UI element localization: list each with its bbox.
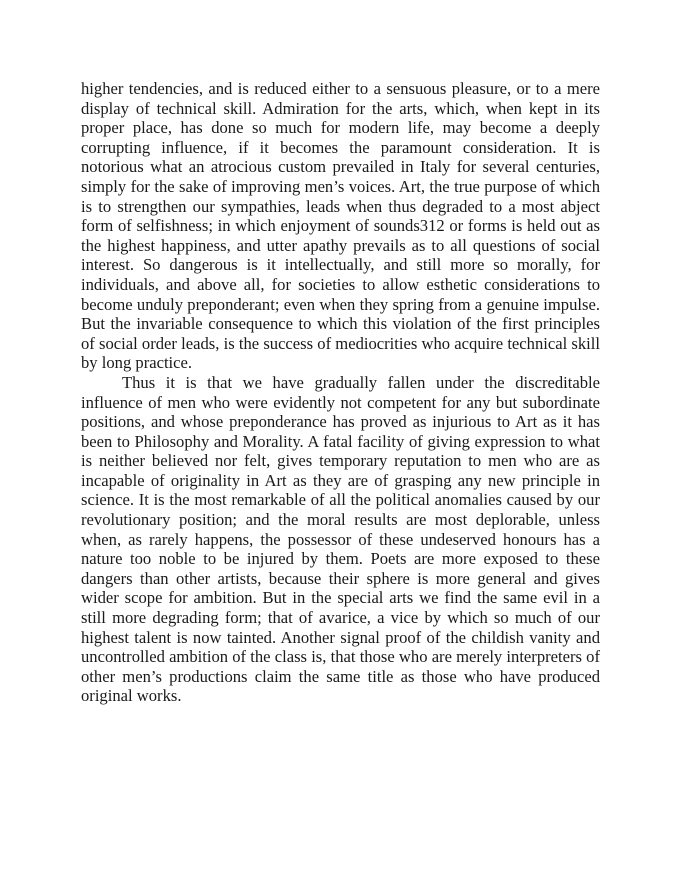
paragraph-1: higher tendencies, and is reduced either to a sensuous pleasure, or to a mere display of technical skill. Admiration for the arts, which, when kept in its proper place, has done so much for modern life, may become a deeply corrupting influence, if it becomes the paramount consideration. It is notorious what an atrocious custom prevailed in Italy for several centuries, simply for the sake of improving men’s voices. Art, the true purpose of which is to strengthen our sympathies, leads when thus degraded to a most abject form of selfishness; in which enjoyment of sounds312 or forms is held out as the highest happiness, and utter apathy prevails as to all questions of social interest. So dangerous is it intellectually, and still more so morally, for individuals, and above all, for societies to allow esthetic considerations to become unduly preponderant; even when they spring from a genuine impulse. But the invariable consequence to which this violation of the first principles of social order leads, is the success of mediocrities who acquire technical skill by long practice. (81, 79, 600, 373)
body-text (81, 79, 600, 706)
paragraph-2: Thus it is that we have gradually fallen under the discreditable influence of men who were evidently not competent for any but subordinate positions, and whose preponderance has proved as injurious to Art as it has been to Philosophy and Morality. A fatal facility of giving expression to what is neither believed nor felt, gives temporary reputation to men who are as incapable of originality in Art as they are of grasping any new principle in science. It is the most remarkable of all the political anomalies caused by our revolutionary position; and the moral results are most deplorable, unless when, as rarely happens, the possessor of these undeserved honours has a nature too noble to be injured by them. Poets are more exposed to these dangers than other artists, because their sphere is more general and gives wider scope for ambition. But in the special arts we find the same evil in a still more degrading form; that of avarice, a vice by which so much of our highest talent is now tainted. Another signal proof of the childish vanity and uncontrolled ambition of the class is, that those who are merely interpreters of other men’s productions claim the same title as those who have produced original works. (81, 372, 600, 706)
